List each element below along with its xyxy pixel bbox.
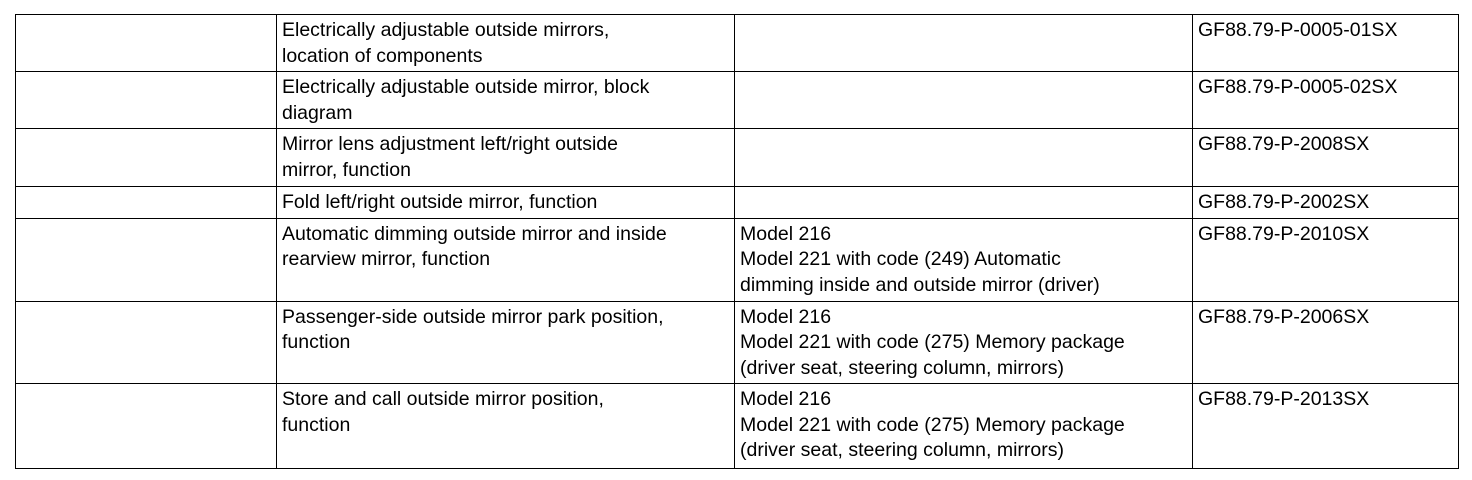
applies-to-cell: Model 216 Model 221 with code (275) Memory package (driver seat, steering column, mirrors) [735,384,1193,469]
empty-cell [16,72,277,129]
empty-cell [16,301,277,384]
empty-cell [16,15,277,72]
table-row [16,15,1459,72]
table-row [16,187,1459,219]
applies-to-cell [735,129,1193,187]
title-cell: Fold left/right outside mirror, function [277,187,735,219]
table-row [16,384,1459,469]
empty-cell [16,218,277,301]
title-cell: Electrically adjustable outside mirror, block diagram [277,72,735,129]
empty-cell [16,187,277,219]
empty-cell [16,384,277,469]
title-cell: Electrically adjustable outside mirrors, location of components [277,15,735,72]
document-id-cell: GF88.79-P-2006SX [1193,301,1459,384]
title-cell: Passenger-side outside mirror park position, function [277,301,735,384]
document-reference-table [15,14,1459,469]
document-id-cell: GF88.79-P-2008SX [1193,129,1459,187]
applies-to-cell [735,15,1193,72]
document-id-cell: GF88.79-P-2013SX [1193,384,1459,469]
document-id-cell: GF88.79-P-0005-01SX [1193,15,1459,72]
table-row [16,301,1459,384]
applies-to-cell [735,72,1193,129]
document-id-cell: GF88.79-P-2002SX [1193,187,1459,219]
applies-to-cell: Model 216 Model 221 with code (249) Automatic dimming inside and outside mirror (driver) [735,218,1193,301]
applies-to-cell [735,187,1193,219]
document-id-cell: GF88.79-P-2010SX [1193,218,1459,301]
title-cell: Mirror lens adjustment left/right outside mirror, function [277,129,735,187]
table-row [16,72,1459,129]
applies-to-cell: Model 216 Model 221 with code (275) Memory package (driver seat, steering column, mirrors) [735,301,1193,384]
document-id-cell: GF88.79-P-0005-02SX [1193,72,1459,129]
table-row [16,129,1459,187]
table-row [16,218,1459,301]
title-cell: Automatic dimming outside mirror and inside rearview mirror, function [277,218,735,301]
title-cell: Store and call outside mirror position, function [277,384,735,469]
empty-cell [16,129,277,187]
